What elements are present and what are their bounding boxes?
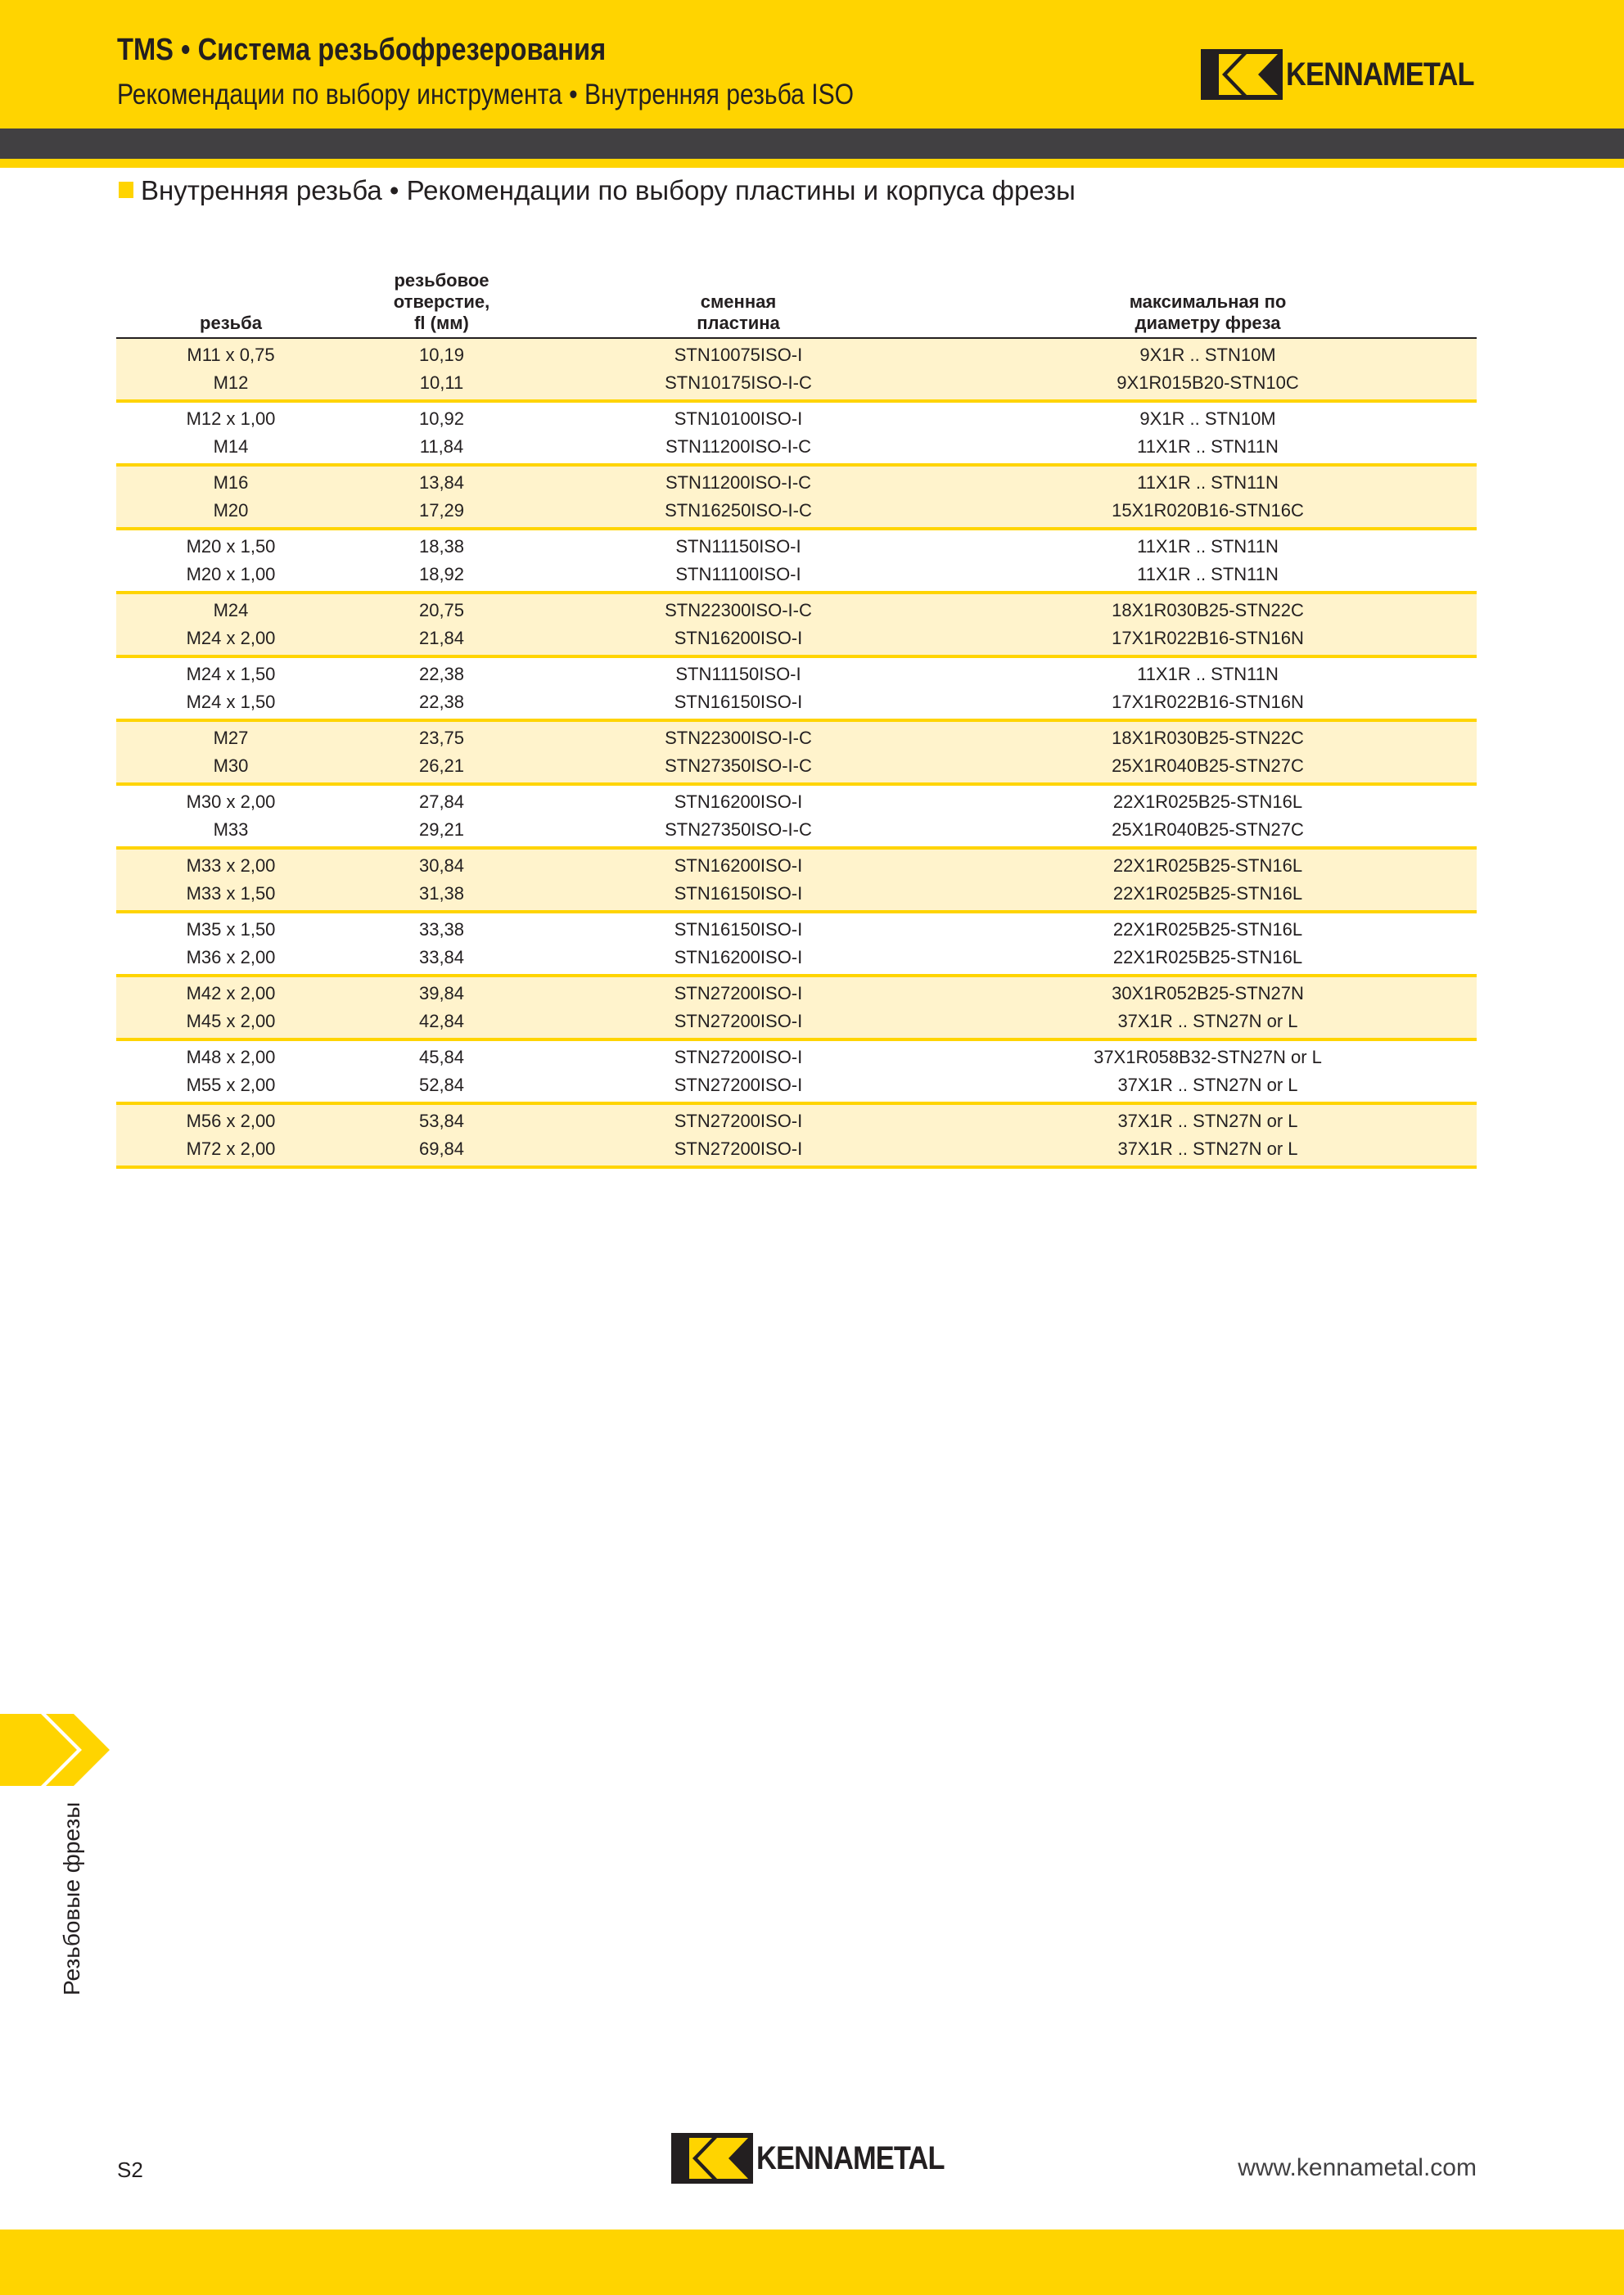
cell-hole-diameter: 21,84 [345, 624, 538, 656]
table-row [116, 624, 1477, 656]
cell-hole-diameter: 30,84 [345, 848, 538, 880]
cell-hole-diameter: 33,38 [418, 919, 465, 940]
cell-insert: STN27350ISO-I-C [538, 752, 939, 784]
column-header-insert: сменная пластина [697, 291, 780, 333]
table-row [116, 433, 1477, 465]
cell-cutter: 11X1R .. STN11N [1137, 536, 1279, 557]
cell-hole-diameter: 10,92 [418, 408, 465, 429]
cell-thread: M14 [213, 436, 249, 457]
cell-cutter: 25X1R040B25-STN27C [1112, 819, 1304, 840]
footer-kennametal-logo [671, 2133, 975, 2184]
cell-cutter: 22X1R025B25-STN16L [1112, 791, 1303, 812]
cell-hole-diameter: 52,84 [418, 1075, 465, 1095]
header-yellow-stripe [0, 159, 1624, 168]
table-row [116, 752, 1477, 784]
cell-cutter: 22X1R025B25-STN16L [1112, 947, 1303, 967]
cell-thread: M30 [116, 752, 345, 784]
cell-thread: M56 x 2,00 [116, 1103, 345, 1135]
cell-insert: STN27200ISO-I [538, 1103, 939, 1135]
cell-insert: STN16150ISO-I [674, 919, 803, 940]
cell-hole-diameter: 26,21 [345, 752, 538, 784]
cell-insert: STN10075ISO-I [538, 338, 939, 369]
footer-band [0, 2230, 1624, 2295]
cell-hole-diameter: 23,75 [345, 720, 538, 752]
cell-cutter: 11X1R .. STN11N [1137, 664, 1279, 684]
cell-insert: STN16200ISO-I [674, 791, 803, 812]
cell-insert: STN11200ISO-I-C [665, 436, 812, 457]
cell-hole-diameter: 17,29 [345, 497, 538, 529]
cell-hole-diameter: 69,84 [345, 1135, 538, 1167]
table-row [116, 688, 1477, 720]
cell-insert: STN16200ISO-I [674, 947, 803, 967]
cell-thread: M20 [116, 497, 345, 529]
cell-thread: M72 x 2,00 [116, 1135, 345, 1167]
table-header-row [116, 270, 1477, 338]
cell-cutter: 22X1R025B25-STN16L [1112, 919, 1303, 940]
table-row-group [116, 1039, 1477, 1103]
table-row [116, 912, 1477, 944]
table-row-group [116, 656, 1477, 720]
table-row [116, 784, 1477, 816]
cell-insert: STN11150ISO-I [675, 536, 801, 557]
header-dark-stripe [0, 129, 1624, 159]
table-row [116, 656, 1477, 688]
table-row [116, 338, 1477, 369]
table-row-group [116, 720, 1477, 784]
cell-thread: M20 x 1,00 [186, 564, 276, 584]
cell-cutter: 18X1R030B25-STN22C [939, 720, 1477, 752]
cell-cutter: 18X1R030B25-STN22C [939, 593, 1477, 624]
cell-cutter: 37X1R .. STN27N or L [1117, 1075, 1298, 1095]
cell-thread: M33 x 2,00 [116, 848, 345, 880]
cell-insert: STN27200ISO-I [674, 1075, 803, 1095]
cell-hole-diameter: 31,38 [345, 880, 538, 912]
cell-hole-diameter: 39,84 [345, 976, 538, 1008]
cell-hole-diameter: 22,38 [418, 664, 465, 684]
cell-hole-diameter: 42,84 [345, 1008, 538, 1039]
cell-hole-diameter: 53,84 [345, 1103, 538, 1135]
table-row-group [116, 338, 1477, 401]
table-row [116, 401, 1477, 433]
table-row [116, 369, 1477, 401]
page-title: TMS • Система резьбофрезерования [117, 33, 607, 67]
cell-thread: M12 x 1,00 [186, 408, 276, 429]
cell-thread: M35 x 1,50 [186, 919, 276, 940]
page-number: S2 [117, 2157, 143, 2182]
table-row [116, 816, 1477, 848]
kennametal-k-icon [671, 2133, 753, 2184]
table-row [116, 1103, 1477, 1135]
cell-hole-diameter: 18,92 [418, 564, 465, 584]
cell-hole-diameter: 18,38 [418, 536, 465, 557]
table-row-group [116, 848, 1477, 912]
table-row [116, 944, 1477, 976]
table-row [116, 465, 1477, 497]
cell-cutter: 37X1R .. STN27N or L [939, 1103, 1477, 1135]
cell-insert: STN11150ISO-I [675, 664, 801, 684]
cell-cutter: 9X1R .. STN10M [939, 338, 1477, 369]
cell-cutter: 22X1R025B25-STN16L [939, 848, 1477, 880]
table-row [116, 529, 1477, 561]
cell-hole-diameter: 20,75 [345, 593, 538, 624]
cell-thread: M24 x 2,00 [116, 624, 345, 656]
cell-cutter: 11X1R .. STN11N [1137, 564, 1279, 584]
cell-cutter: 11X1R .. STN11N [939, 465, 1477, 497]
cell-insert: STN22300ISO-I-C [538, 720, 939, 752]
table-row-group [116, 912, 1477, 976]
cell-thread: M24 x 1,50 [186, 664, 276, 684]
cell-thread: M20 x 1,50 [186, 536, 276, 557]
cell-hole-diameter: 22,38 [418, 692, 465, 712]
cell-hole-diameter: 27,84 [418, 791, 465, 812]
cell-hole-diameter: 10,19 [345, 338, 538, 369]
thread-selection-table [116, 270, 1477, 1169]
sidebar-section-label: Резьбовые фрезы [59, 1801, 84, 1995]
kennametal-k-icon [1201, 49, 1283, 100]
cell-cutter: 11X1R .. STN11N [1137, 436, 1279, 457]
logo-wordmark: KENNAMETAL [1286, 56, 1474, 92]
cell-thread: M55 x 2,00 [186, 1075, 276, 1095]
table-row [116, 880, 1477, 912]
table-row-group [116, 976, 1477, 1039]
cell-cutter: 9X1R015B20-STN10C [939, 369, 1477, 401]
cell-cutter: 15X1R020B16-STN16C [939, 497, 1477, 529]
table-row-group [116, 465, 1477, 529]
table-row [116, 1071, 1477, 1103]
cell-cutter: 37X1R .. STN27N or L [939, 1135, 1477, 1167]
cell-thread: M30 x 2,00 [186, 791, 276, 812]
cell-thread: M45 x 2,00 [116, 1008, 345, 1039]
table-row-group [116, 401, 1477, 465]
cell-thread: M11 x 0,75 [116, 338, 345, 369]
cell-insert: STN11100ISO-I [675, 564, 801, 584]
table-row [116, 720, 1477, 752]
cell-hole-diameter: 11,84 [419, 436, 464, 457]
chevron-right-icon [0, 1714, 111, 1786]
cell-cutter: 25X1R040B25-STN27C [939, 752, 1477, 784]
cell-hole-diameter: 10,11 [345, 369, 538, 401]
cell-cutter: 9X1R .. STN10M [1139, 408, 1276, 429]
cell-insert: STN22300ISO-I-C [538, 593, 939, 624]
table-row-group [116, 1103, 1477, 1167]
table-row [116, 1008, 1477, 1039]
cell-insert: STN27200ISO-I [538, 1135, 939, 1167]
cell-insert: STN27200ISO-I [538, 1008, 939, 1039]
website-link[interactable]: www.kennametal.com [1238, 2154, 1477, 2181]
cell-thread: M16 [116, 465, 345, 497]
table-row [116, 848, 1477, 880]
table-row-group [116, 529, 1477, 593]
cell-thread: M33 [213, 819, 249, 840]
cell-insert: STN16150ISO-I [674, 692, 803, 712]
table-row [116, 497, 1477, 529]
section-title: Внутренняя резьба • Рекомендации по выбору пластины и корпуса фрезы [141, 175, 1076, 205]
cell-hole-diameter: 45,84 [418, 1047, 465, 1067]
cell-cutter: 17X1R022B16-STN16N [1112, 692, 1304, 712]
cell-insert: STN16150ISO-I [538, 880, 939, 912]
table-row [116, 1039, 1477, 1071]
cell-cutter: 30X1R052B25-STN27N [939, 976, 1477, 1008]
cell-insert: STN16200ISO-I [538, 624, 939, 656]
table-row [116, 561, 1477, 593]
cell-thread: M24 [116, 593, 345, 624]
cell-insert: STN10175ISO-I-C [538, 369, 939, 401]
cell-thread: M48 x 2,00 [186, 1047, 276, 1067]
cell-insert: STN16250ISO-I-C [538, 497, 939, 529]
cell-cutter: 22X1R025B25-STN16L [939, 880, 1477, 912]
cell-thread: M24 x 1,50 [186, 692, 276, 712]
cell-cutter: 37X1R .. STN27N or L [939, 1008, 1477, 1039]
cell-hole-diameter: 13,84 [345, 465, 538, 497]
cell-insert: STN16200ISO-I [538, 848, 939, 880]
cell-thread: M33 x 1,50 [116, 880, 345, 912]
footer-logo-wordmark: KENNAMETAL [756, 2139, 945, 2176]
table-row [116, 1135, 1477, 1167]
cell-insert: STN11200ISO-I-C [538, 465, 939, 497]
cell-thread: M36 x 2,00 [186, 947, 276, 967]
cell-insert: STN27200ISO-I [674, 1047, 803, 1067]
section-bullet-icon [119, 182, 133, 198]
cell-hole-diameter: 33,84 [418, 947, 465, 967]
table-row [116, 976, 1477, 1008]
cell-cutter: 37X1R058B32-STN27N or L [1094, 1047, 1322, 1067]
column-header-thread: резьба [200, 313, 262, 333]
cell-thread: M27 [116, 720, 345, 752]
cell-insert: STN10100ISO-I [674, 408, 803, 429]
page-subtitle: Рекомендации по выбору инструмента • Внутренняя резьба ISO [117, 79, 855, 110]
table-row [116, 593, 1477, 624]
cell-cutter: 17X1R022B16-STN16N [939, 624, 1477, 656]
kennametal-logo [1201, 49, 1504, 100]
column-header-cutter: максимальная по диаметру фреза [1129, 291, 1287, 333]
cell-insert: STN27200ISO-I [538, 976, 939, 1008]
table-row-group [116, 593, 1477, 656]
table-row-group [116, 784, 1477, 848]
cell-hole-diameter: 29,21 [418, 819, 465, 840]
cell-insert: STN27350ISO-I-C [665, 819, 812, 840]
cell-thread: M12 [116, 369, 345, 401]
cell-thread: M42 x 2,00 [116, 976, 345, 1008]
column-header-hole-diameter: резьбовое отверстие, fl (мм) [393, 270, 490, 333]
